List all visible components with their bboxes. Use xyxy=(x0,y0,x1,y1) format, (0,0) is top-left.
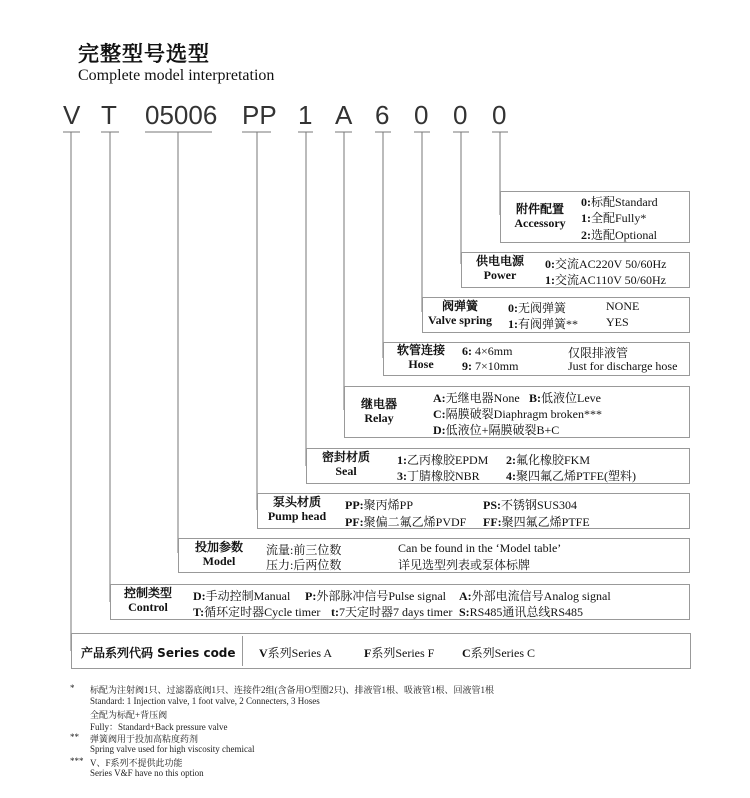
page-title: 完整型号选型 xyxy=(78,42,210,66)
series-divider xyxy=(242,636,243,666)
valve-spring-option: 1:有阀弹簧** xyxy=(508,317,579,331)
control-option: P:外部脉冲信号Pulse signal xyxy=(305,589,446,603)
hose-option-note: Just for discharge hose xyxy=(568,359,678,373)
control-option: S:RS485通讯总线RS485 xyxy=(459,605,584,619)
valve-spring-option-en: YES xyxy=(606,315,629,329)
series-option: V系列Series A xyxy=(259,646,333,660)
model-table-note: Can be found in the ‘Model table’ xyxy=(398,541,562,555)
code-series: V xyxy=(63,100,81,130)
pump-head-option: PF:聚偏二氟乙烯PVDF xyxy=(345,515,467,529)
footnote-mark: * xyxy=(70,683,75,693)
power-label: 供电电源 Power xyxy=(475,254,524,282)
control-option: T:循环定时器Cycle timer xyxy=(193,605,321,619)
code-spring: 0 xyxy=(414,100,429,130)
power-option: 1:交流AC110V 50/60Hz xyxy=(545,273,667,287)
footnote-mark: *** xyxy=(70,756,84,766)
seal-label: 密封材质 Seal xyxy=(321,450,370,478)
footnote-text: Fully：Standard+Back pressure valve xyxy=(90,722,228,732)
footnote-text: Spring valve used for high viscosity chemical xyxy=(90,744,255,754)
power-option: 0:交流AC220V 50/60Hz xyxy=(545,257,667,271)
relay-label: 继电器 Relay xyxy=(360,397,397,425)
control-option: A:外部电流信号Analog signal xyxy=(459,589,611,603)
valve-spring-label: 阀弹簧 Valve spring xyxy=(428,299,492,327)
seal-option: 1:乙丙橡胶EPDM xyxy=(397,453,489,467)
accessory-option: 2:选配Optional xyxy=(581,228,657,242)
pump-head-option: PS:不锈钢SUS304 xyxy=(483,498,578,512)
series-label: 产品系列代码 Series code xyxy=(81,646,236,660)
control-label: 控制类型 Control xyxy=(123,586,172,614)
footnote-text: Standard: 1 Injection valve, 1 foot valve, 2 Connecters, 3 Hoses xyxy=(90,696,320,706)
code-pump-head: PP xyxy=(242,100,277,130)
footnote-text: 弹簧阀用于投加高粘度药剂 xyxy=(90,734,199,744)
code-seal: 1 xyxy=(298,100,313,130)
pump-head-label: 泵头材质 Pump head xyxy=(267,495,327,523)
relay-option: C:隔膜破裂Diaphragm broken*** xyxy=(433,407,602,421)
model-label: 投加参数 Model xyxy=(194,540,243,568)
code-hose: 6 xyxy=(375,100,390,130)
code-model: 05006 xyxy=(145,100,218,130)
seal-option: 2:氟化橡胶FKM xyxy=(506,453,591,467)
code-accessory: 0 xyxy=(492,100,507,130)
relay-option: D:低液位+隔膜破裂B+C xyxy=(433,423,560,437)
hose-option-note: 仅限排液管 xyxy=(568,346,629,360)
control-option: t:7天定时器7 days timer xyxy=(331,605,453,619)
accessory-label: 附件配置 Accessory xyxy=(514,202,566,230)
series-option: F系列Series F xyxy=(364,646,435,660)
seal-option: 4:聚四氟乙烯PTFE(塑料) xyxy=(506,469,637,483)
model-flow-text: 流量:前三位数 xyxy=(266,543,342,557)
footnote-mark: ** xyxy=(70,732,79,742)
footnote-text: 全配为标配+背压阀 xyxy=(90,710,168,720)
hose-option: 6: 4×6mm xyxy=(462,344,513,358)
model-nameplate-note: 详见选型列表或泵体标牌 xyxy=(398,558,531,572)
accessory-option: 0:标配Standard xyxy=(581,195,658,209)
page-subtitle: Complete model interpretation xyxy=(78,67,275,84)
valve-spring-option: 0:无阀弹簧 xyxy=(508,301,567,315)
pump-head-option: PP:聚丙烯PP xyxy=(345,498,414,512)
code-relay: A xyxy=(335,100,353,130)
accessory-option: 1:全配Fully* xyxy=(581,211,647,225)
relay-option: A:无继电器None xyxy=(433,391,520,405)
code-control: T xyxy=(101,100,117,130)
model-pressure-text: 压力:后两位数 xyxy=(266,558,342,572)
code-power: 0 xyxy=(453,100,468,130)
footnote-text: Series V&F have no this option xyxy=(90,768,204,778)
seal-option: 3:丁腈橡胶NBR xyxy=(397,469,480,483)
hose-label: 软管连接 Hose xyxy=(396,343,445,371)
valve-spring-option-en: NONE xyxy=(606,299,640,313)
series-option: C系列Series C xyxy=(462,646,536,660)
relay-option: B:低液位Leve xyxy=(529,391,601,405)
footnote-text: V、F系列不提供此功能 xyxy=(90,758,183,768)
hose-option: 9: 7×10mm xyxy=(462,359,519,373)
footnote-text: 标配为注射阀1只、过滤器底阀1只、连接件2组(含备用O型圈2只)、排液管1根、吸液管1根、回液管1根 xyxy=(90,685,494,695)
control-option: D:手动控制Manual xyxy=(193,589,291,603)
pump-head-option: FF:聚四氟乙烯PTFE xyxy=(483,515,590,529)
